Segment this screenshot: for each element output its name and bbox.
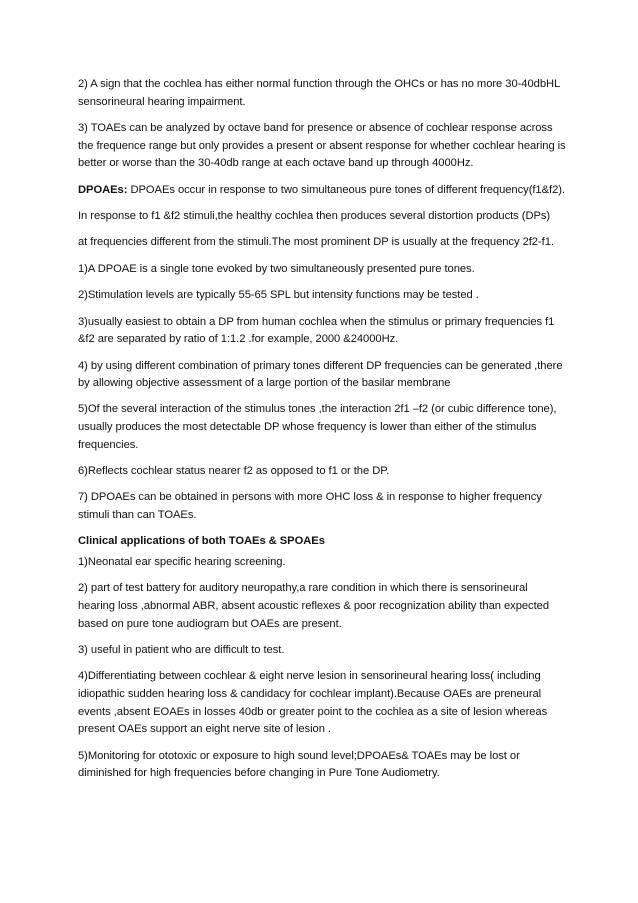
dpoae-point-5: 5)Of the several interaction of the stimulus tones ,the interaction 2f1 –f2 (or cubic difference tone), usually produces the most detectable DP whose frequency is lower than either of the stimulus frequencies. [78,403,557,451]
dpoae-point-3: 3)usually easiest to obtain a DP from human cochlea when the stimulus or primary frequencies f1 &f2 are separated by ratio of 1:1.2 .for example, 2000 &24000Hz. [78,315,555,346]
clinical-point-5: 5)Monitoring for ototoxic or exposure to high sound level;DPOAEs& TOAEs may be lost or diminished for high frequencies before changing in Pure Tone Audiometry. [78,749,520,780]
paragraph-2: 2) A sign that the cochlea has either normal function through the OHCs or has no more 30-40dbHL sensorineural hearing impairment. [78,78,560,108]
clinical-point-4: 4)Differentiating between cochlear & eight nerve lesion in sensorineural hearing loss( including idiopathic sudden hearing loss & candidacy for cochlear implant).Because OAEs are preneural events ,absent EOAEs in losses 40db or greater point to the cochlea as a site of lesion whereas present OAEs support an eight nerve site of lesion . [78,670,548,736]
dpoae-point-7: 7) DPOAEs can be obtained in persons with more OHC loss & in response to higher frequency stimuli than can TOAEs. [78,491,542,522]
clinical-point-3: 3) useful in patient who are difficult to test. [78,644,285,656]
dpoae-label: DPOAEs: [78,183,128,196]
dpoae-point-6: 6)Reflects cochlear status nearer f2 as opposed to f1 or the DP. [78,465,390,478]
dpoae-point-1: 1)A DPOAE is a single tone evoked by two simultaneously presented pure tones. [78,262,475,275]
dpoae-intro-text: DPOAEs occur in response to two simultaneous pure tones of different frequency(f1&f2). [127,183,565,196]
dpoae-frequencies-paragraph: at frequencies different from the stimuli.The most prominent DP is usually at the frequency 2f2-f1. [78,236,554,249]
dpoae-intro-paragraph [78,182,566,200]
document-body [78,76,566,792]
clinical-applications-heading: Clinical applications of both TOAEs & SPOAEs [78,535,325,548]
dpoae-response-paragraph: In response to f1 &f2 stimuli,the healthy cochlea then produces several distortion products (DPs) [78,209,551,222]
clinical-point-2: 2) part of test battery for auditory neuropathy,a rare condition in which there is sensorineural hearing loss ,abnormal ABR, absent acoustic reflexes & poor recognization ability than expected based on pure tone audiogram but OAEs are present. [78,582,549,630]
paragraph-3: 3) TOAEs can be analyzed by octave band for presence or absence of cochlear response across the frequence range but only provides a present or absent response for whether cochlear hearing is better or worse than the 30-40db range at each octave band up through 4000Hz. [78,121,566,170]
dpoae-point-4: 4) by using different combination of primary tones different DP frequencies can be generated ,there by allowing objective assessment of a large portion of the basilar membrane [78,359,563,390]
dpoae-point-2: 2)Stimulation levels are typically 55-65 SPL but intensity functions may be tested . [78,289,479,302]
clinical-point-1: 1)Neonatal ear specific hearing screening. [78,556,286,569]
